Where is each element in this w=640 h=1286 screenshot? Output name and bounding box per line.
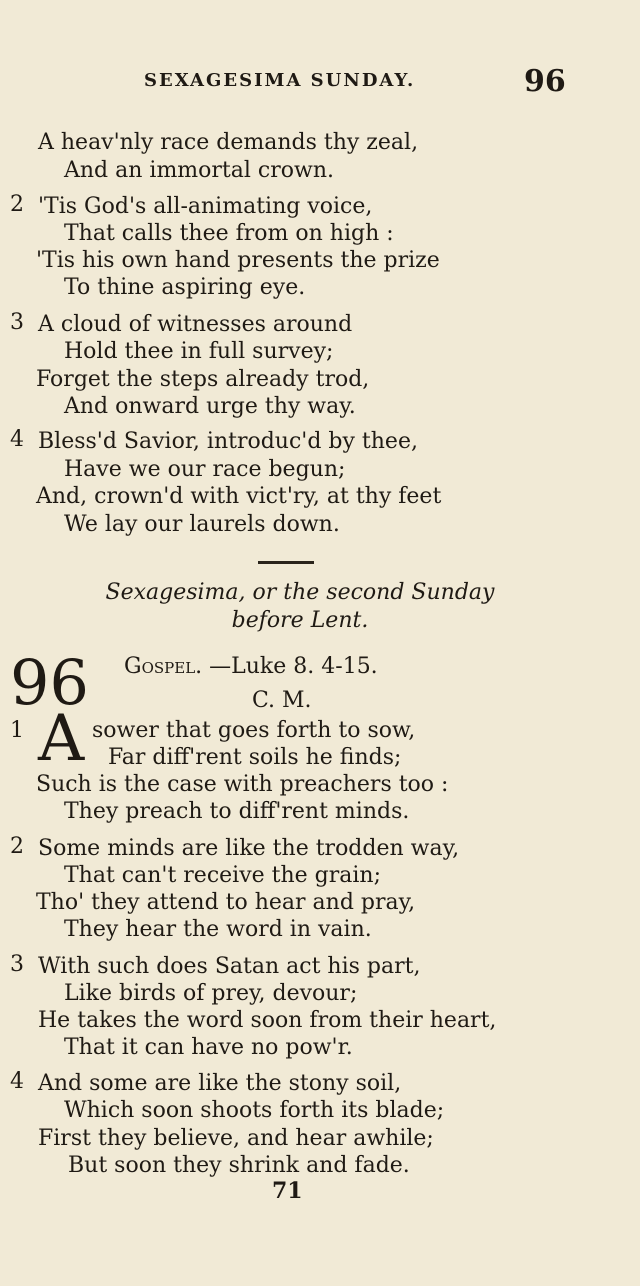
verse-line: Bless'd Savior, introduc'd by thee, bbox=[38, 429, 418, 454]
verse-line: And onward urge thy way. bbox=[64, 394, 356, 419]
verse-line: Which soon shoots forth its blade; bbox=[64, 1098, 445, 1123]
section-divider bbox=[258, 561, 314, 564]
verse-line: Tho' they attend to hear and pray, bbox=[36, 890, 416, 915]
verse-line: sower that goes forth to sow, bbox=[92, 718, 416, 743]
hymn-number: 96 bbox=[10, 646, 89, 719]
verse-line: Some minds are like the trodden way, bbox=[38, 836, 460, 861]
verse-line: Have we our race begun; bbox=[64, 457, 346, 482]
verse-line: To thine aspiring eye. bbox=[64, 275, 306, 300]
running-title: SEXAGESIMA SUNDAY. bbox=[144, 70, 416, 91]
verse-line: But soon they shrink and fade. bbox=[68, 1153, 410, 1178]
verse-line: And an immortal crown. bbox=[64, 158, 334, 183]
verse-line: A heav'nly race demands thy zeal, bbox=[38, 130, 419, 155]
verse-line: Such is the case with preachers too : bbox=[36, 772, 449, 797]
verse-line: 'Tis God's all-animating voice, bbox=[38, 194, 373, 219]
stanza-number: 3 bbox=[10, 952, 24, 977]
verse-line: And, crown'd with vict'ry, at thy feet bbox=[36, 484, 442, 509]
verse-line: Hold thee in full survey; bbox=[64, 339, 334, 364]
verse-line: That can't receive the grain; bbox=[64, 863, 381, 888]
stanza-number: 4 bbox=[10, 427, 24, 452]
verse-line: First they believe, and hear awhile; bbox=[38, 1126, 434, 1151]
section-title: Sexagesima, or the second Sunday bbox=[105, 580, 495, 605]
verse-line: A cloud of witnesses around bbox=[38, 312, 353, 337]
verse-line: Forget the steps already trod, bbox=[36, 367, 370, 392]
verse-line: That it can have no pow'r. bbox=[64, 1035, 353, 1060]
verse-line: Like birds of prey, devour; bbox=[64, 981, 358, 1006]
verse-line: They preach to diff'rent minds. bbox=[64, 799, 410, 824]
stanza-number: 2 bbox=[10, 834, 24, 859]
drop-cap: A bbox=[38, 702, 85, 776]
verse-line: He takes the word soon from their heart, bbox=[38, 1008, 497, 1033]
verse-line: That calls thee from on high : bbox=[64, 221, 394, 246]
verse-line: 'Tis his own hand presents the prize bbox=[36, 248, 440, 273]
folio-number: 71 bbox=[272, 1178, 303, 1204]
gospel-reference bbox=[124, 654, 378, 679]
verse-line: They hear the word in vain. bbox=[64, 917, 372, 942]
stanza-number: 4 bbox=[10, 1069, 24, 1094]
verse-line: We lay our laurels down. bbox=[64, 512, 340, 537]
section-title: before Lent. bbox=[231, 608, 369, 633]
stanza-number: 1 bbox=[10, 718, 24, 743]
verse-line: With such does Satan act his part, bbox=[38, 954, 421, 979]
gospel-citation: —Luke 8. 4-15. bbox=[209, 654, 378, 679]
page-number: 96 bbox=[524, 64, 566, 99]
verse-line: And some are like the stony soil, bbox=[38, 1071, 402, 1096]
meter: C. M. bbox=[252, 688, 312, 713]
stanza-number: 3 bbox=[10, 310, 24, 335]
verse-line: Far diff'rent soils he finds; bbox=[108, 745, 402, 770]
stanza-number: 2 bbox=[10, 192, 24, 217]
gospel-label: Gospel. bbox=[124, 654, 203, 679]
